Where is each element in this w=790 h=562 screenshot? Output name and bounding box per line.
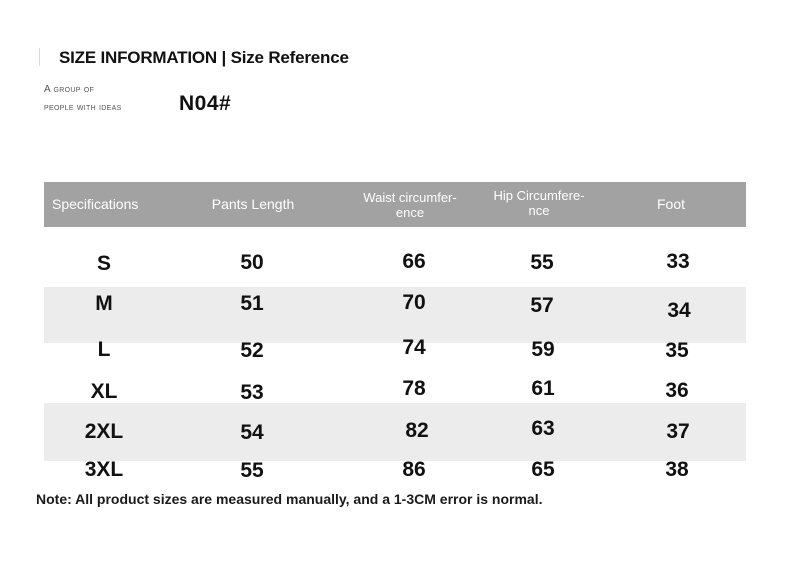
tagline-line-2: people with ideas	[44, 102, 122, 113]
cell-waist: 70	[402, 291, 426, 314]
cell-foot: 35	[665, 339, 689, 362]
cell-size: 3XL	[84, 458, 124, 481]
cell-waist: 66	[402, 250, 426, 273]
cell-length: 50	[240, 251, 264, 274]
cell-waist: 78	[402, 377, 426, 400]
row-stripe	[44, 403, 746, 461]
title-divider	[39, 48, 40, 66]
cell-waist: 86	[402, 458, 426, 481]
header-pants-length: Pants Length	[211, 196, 295, 212]
cell-foot: 36	[665, 379, 689, 402]
page-title: SIZE INFORMATION | Size Reference	[59, 48, 349, 67]
cell-hip: 63	[531, 417, 555, 440]
cell-length: 53	[240, 381, 264, 404]
measurement-note: Note: All product sizes are measured manually, and a 1-3CM error is normal.	[36, 491, 543, 507]
cell-size: M	[95, 292, 113, 315]
cell-waist: 74	[402, 336, 426, 359]
header-hip-line-1: Hip Circumfere-	[493, 188, 585, 203]
cell-hip: 65	[531, 458, 555, 481]
cell-hip: 59	[531, 338, 555, 361]
cell-length: 51	[240, 292, 264, 315]
cell-length: 54	[240, 421, 264, 444]
product-code: N04#	[179, 92, 232, 115]
table-header	[44, 182, 746, 227]
cell-foot: 33	[666, 250, 690, 273]
cell-hip: 61	[531, 377, 555, 400]
cell-foot: 34	[667, 299, 691, 322]
cell-size: 2XL	[84, 420, 124, 443]
header-foot: Foot	[656, 196, 685, 212]
header-waist	[344, 190, 476, 220]
cell-waist: 82	[405, 419, 429, 442]
cell-length: 52	[240, 339, 264, 362]
brand-tagline	[44, 81, 122, 117]
header-hip-line-2: nce	[528, 203, 550, 218]
row-stripe	[44, 287, 746, 343]
header-waist-line-1: Waist circumfer-	[363, 190, 457, 205]
cell-foot: 37	[666, 420, 690, 443]
header-hip	[474, 188, 604, 218]
cell-size: S	[96, 252, 112, 275]
tagline-line-1: A group of	[44, 84, 95, 95]
cell-hip: 55	[530, 251, 554, 274]
cell-length: 55	[240, 459, 264, 482]
header-specifications: Specifications	[52, 196, 139, 212]
cell-foot: 38	[665, 458, 689, 481]
header-waist-line-2: ence	[395, 205, 425, 220]
cell-size: XL	[90, 380, 118, 403]
cell-size: L	[97, 338, 111, 361]
cell-hip: 57	[530, 294, 554, 317]
